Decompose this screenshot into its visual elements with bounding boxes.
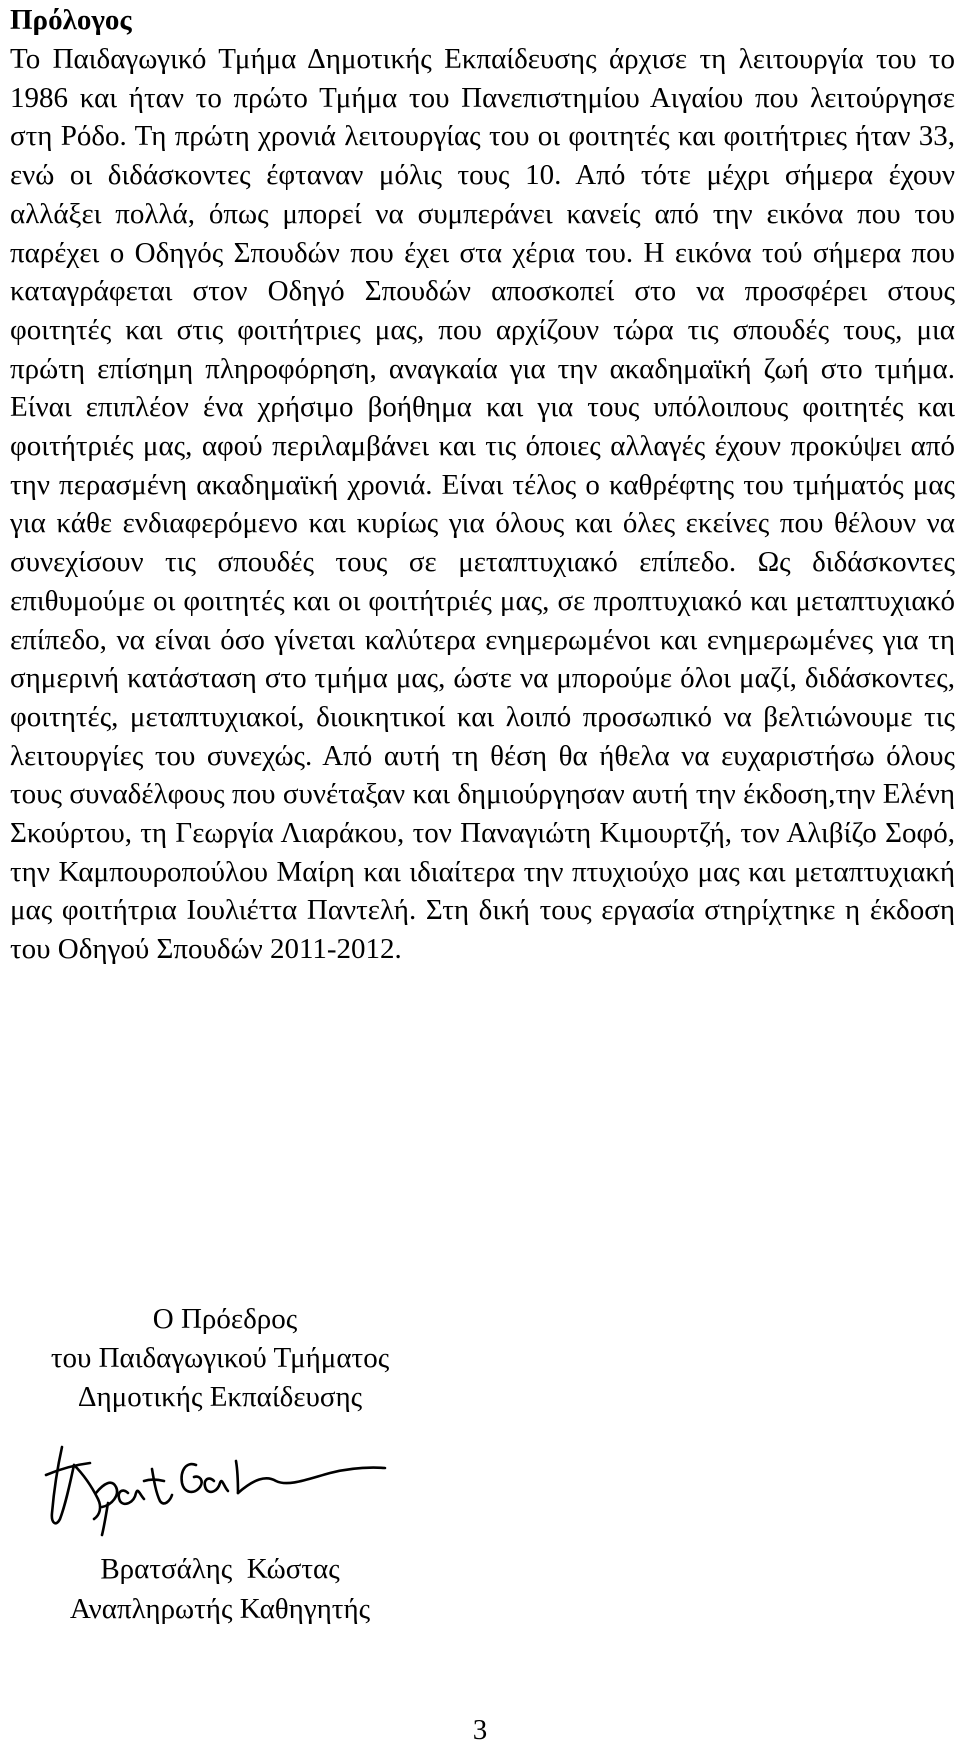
role-line-president: Ο Πρόεδρος — [152, 1303, 298, 1335]
role-line-department: του Παιδαγωγικού Τμήματος — [50, 1342, 390, 1374]
role-line-education: Δημοτικής Εκπαίδευσης — [77, 1381, 363, 1413]
signature-role-block — [0, 1300, 440, 1417]
page-number: 3 — [472, 1714, 488, 1746]
signatory-position: Αναπληρωτής Καθηγητής — [69, 1593, 371, 1625]
preface-body-text: Το Παιδαγωγικό Τμήμα Δημοτικής Εκπαίδευσης άρχισε τη λειτουργία του το 1986 και ήταν το πρώτο Τμήμα του Πανεπιστημίου Αιγαίου που λειτούργησε στη Ρόδο. Τη πρώτη χρονιά λειτουργίας του οι φοιτητές και φοιτήτριες ήταν 33, ενώ οι διδάσκοντες έφταναν μόλις τους 10. Από τότε μέχρι σήμερα έχουν αλλάξει πολλά, όπως μπορεί να συμπεράνει κανείς από την εικόνα που του παρέχει ο Οδηγός Σπουδών που έχει στα χέρια του. Η εικόνα τού σήμερα που καταγράφεται στον Οδηγό Σπουδών αποσκοπεί στο να προσφέρει στους φοιτητές και στις φοιτήτριες μας, που αρχίζουν τώρα τις σπουδές τους, μια πρώτη επίσημη πληροφόρηση, αναγκαία για την ακαδημαϊκή ζωή στο τμήμα. Είναι επιπλέον ένα χρήσιμο βοήθημα και για τους υπόλοιπους φοιτητές και φοιτήτριές μας, αφού περιλαμβάνει και τις όποιες αλλαγές έχουν προκύψει από την περασμένη ακαδημαϊκή χρονιά. Είναι τέλος ο καθρέφτης του τμήματός μας για κάθε ενδιαφερόμενο και κυρίως για όλους και όλες εκείνες που θέλουν να συνεχίσουν τις σπουδές τους σε μεταπτυχιακό επίπεδο. Ως διδάσκοντες επιθυμούμε οι φοιτητές και οι φοιτήτριές μας, σε προπτυχιακό και μεταπτυχιακό επίπεδο, να είναι όσο γίνεται καλύτερα ενημερωμένοι και ενημερωμένες για τη σημερινή κατάσταση στο τμήμα μας, ώστε να μπορούμε όλοι μαζί, διδάσκοντες, φοιτητές, μεταπτυχιακοί, διοικητικοί και λοιπό προσωπικό να βελτιώνουμε τις λειτουργίες του συνεχώς. Από αυτή τη θέση θα ήθελα να ευχαριστήσω όλους τους συναδέλφους που συνέταξαν και δημιούργησαν αυτή την έκδοση,την Ελένη Σκούρτου, τη Γεωργία Λιαράκου, τον Παναγιώτη Κιμουρτζή, τον Αλιβίζο Σοφό, την Καμπουροπούλου Μαίρη και ιδιαίτερα την πτυχιούχο μας και μεταπτυχιακή μας φοιτήτρια Ιουλιέττα Παντελή. Στη δική τους εργασία στηρίχτηκε η έκδοση του Οδηγού Σπουδών 2011-2012. — [10, 43, 955, 966]
signatory-block — [0, 1549, 440, 1629]
handwritten-signature-icon — [40, 1435, 390, 1540]
page-title: Πρόλογος — [10, 4, 132, 36]
signatory-name: Βρατσάλης Κώστας — [100, 1553, 340, 1585]
